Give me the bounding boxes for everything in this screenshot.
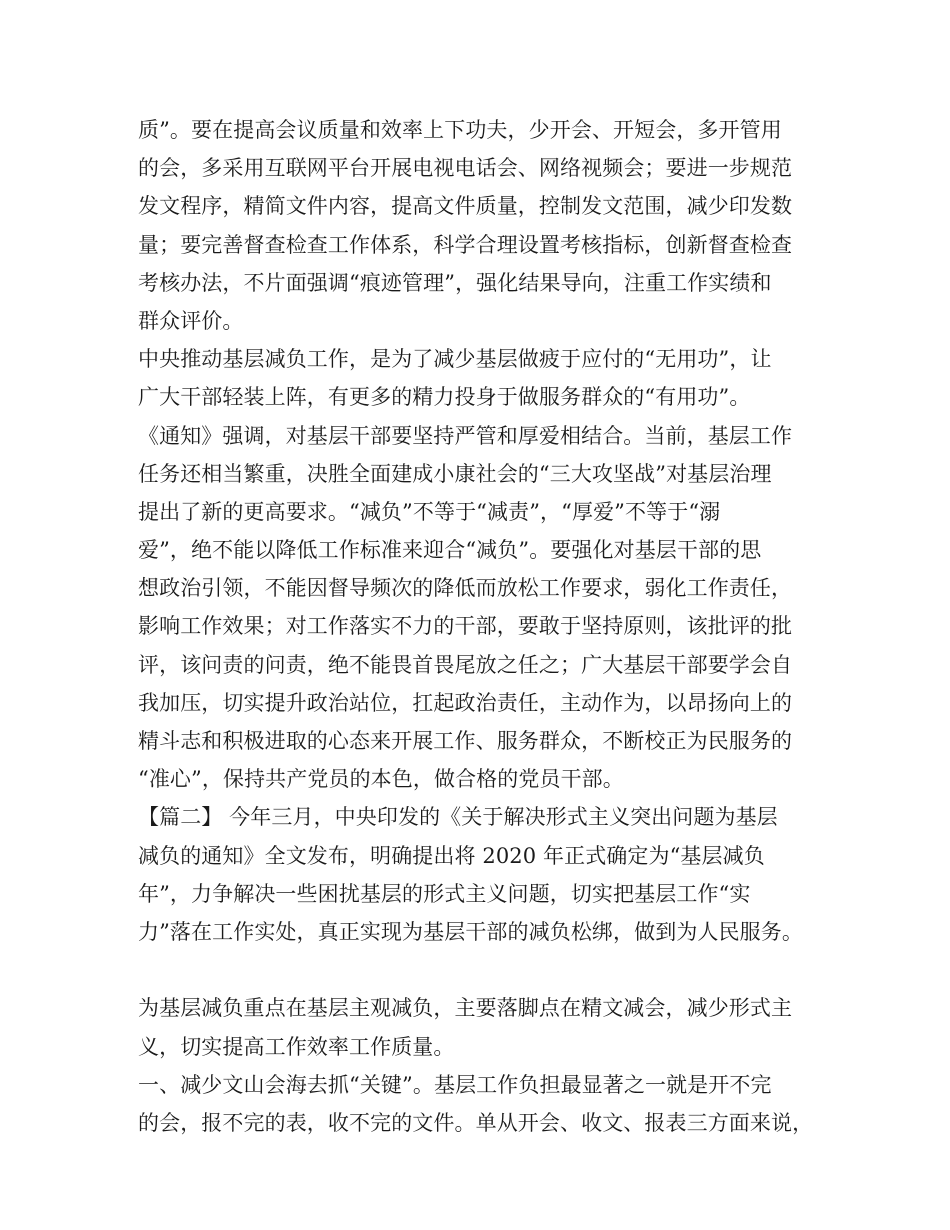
blank-line bbox=[138, 951, 838, 989]
text-line: 想政治引领，不能因督导频次的降低而放松工作要求，弱化工作责任， bbox=[138, 576, 793, 601]
text-line: 精斗志和积极进取的心态来开展工作、服务群众，不断校正为民服务的 bbox=[138, 729, 793, 753]
text-line: 影响工作效果；对工作落实不力的干部，要敢于坚持原则，该批评的批 bbox=[138, 614, 793, 639]
text-line: 广大干部轻装上阵，有更多的精力投身于做服务群众的“有用功”。 bbox=[138, 385, 751, 410]
text-line: 任务还相当繁重，决胜全面建成小康社会的“三大攻坚战”对基层治理 bbox=[138, 461, 772, 486]
text-line: 质”。要在提高会议质量和效率上下功夫，少开会、开短会，多开管用 bbox=[138, 118, 782, 142]
text-line: “准心”，保持共产党员的本色，做合格的党员干部。 bbox=[138, 767, 624, 792]
text-line: 我加压，切实提升政治站位，扛起政治责任，主动作为，以昂扬向上的 bbox=[138, 690, 793, 715]
text-line: 提出了新的更高要求。“减负”不等于“减责”，“厚爱”不等于“溺 bbox=[138, 499, 721, 524]
text-line: 评，该问责的问责，绝不能畏首畏尾放之任之；广大基层干部要学会自 bbox=[138, 652, 793, 677]
text-line: 年”，力争解决一些困扰基层的形式主义问题，切实把基层工作“实 bbox=[138, 881, 751, 906]
section-heading-line: 【篇二】 今年三月，中央印发的《关于解决形式主义突出问题为基层 bbox=[138, 805, 778, 830]
document-body bbox=[138, 111, 838, 1142]
text-line: 《通知》强调，对基层干部要坚持严管和厚爱相结合。当前，基层工作 bbox=[138, 423, 793, 448]
text-line: 考核办法，不片面强调“痕迹管理”，强化结果导向，注重工作实绩和 bbox=[138, 270, 772, 295]
text-line: 中央推动基层减负工作，是为了减少基层做疲于应付的“无用功”，让 bbox=[138, 347, 772, 372]
text-line: 力”落在工作实处，真正实现为基层干部的减负松绑，做到为人民服务。 bbox=[138, 919, 803, 944]
text-line: 减负的通知》全文发布，明确提出将 2020 年正式确定为“基层减负 bbox=[138, 843, 765, 868]
text-line: 爱”，绝不能以降低工作标准来迎合“减负”。要强化对基层干部的思 bbox=[138, 538, 762, 563]
text-line: 的会，多采用互联网平台开展电视电话会、网络视频会；要进一步规范 bbox=[138, 156, 793, 181]
text-line: 的会，报不完的表，收不完的文件。单从开会、收文、报表三方面来说， bbox=[138, 1110, 814, 1135]
text-line: 量；要完善督查检查工作体系，科学合理设置考核指标，创新督查检查 bbox=[138, 232, 793, 257]
text-line: 义，切实提高工作效率工作质量。 bbox=[138, 1034, 455, 1059]
text-line: 发文程序，精简文件内容，提高文件质量，控制发文范围，减少印发数 bbox=[138, 194, 793, 219]
text-line: 一、减少文山会海去抓“关键”。基层工作负担最显著之一就是开不完 bbox=[138, 1072, 772, 1097]
text-line: 群众评价。 bbox=[138, 308, 244, 333]
text-line: 为基层减负重点在基层主观减负，主要落脚点在精文减会，减少形式主 bbox=[138, 996, 793, 1021]
